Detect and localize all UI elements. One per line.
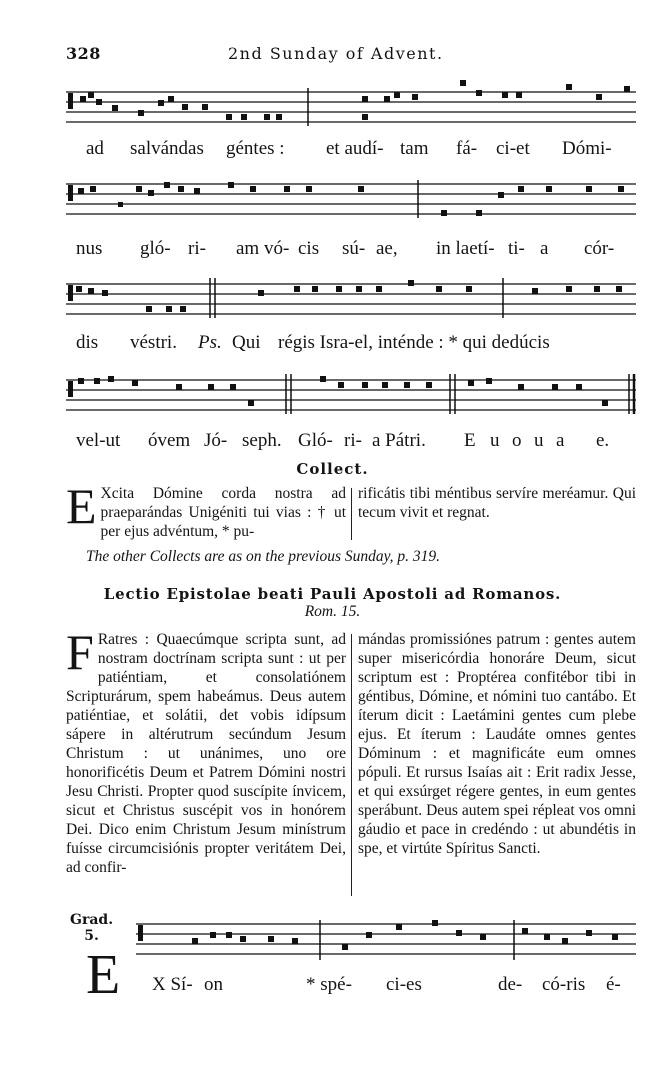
syllable: am vó- xyxy=(236,238,290,259)
gradual-title: Grad. xyxy=(70,912,114,928)
collect-left-text: Xcita Dómine corda nostra ad praeparándas Unigéniti tui vias : † ut per ejus advéntum, * pu- xyxy=(100,485,346,540)
syllable: in laetí- xyxy=(436,238,495,259)
syllable: Gló- xyxy=(298,430,333,451)
collect-dropcap: E xyxy=(66,478,97,534)
syllable: * spé- xyxy=(306,974,352,995)
syllable: véstri. xyxy=(130,332,177,353)
syllable: có-ris xyxy=(542,974,586,995)
collects-note: The other Collects are as on the previous Sunday, p. 319. xyxy=(86,548,441,565)
syllable: sú- xyxy=(342,238,366,259)
syllable: e. xyxy=(596,430,610,451)
syllable: et audí- xyxy=(326,138,384,159)
syllable: o xyxy=(512,430,522,451)
chant-staff-2 xyxy=(66,172,636,222)
syllable: cór- xyxy=(584,238,615,259)
collect-title: Collect. xyxy=(296,460,369,478)
syllable: Jó- xyxy=(204,430,228,451)
lectio-reference: Rom. 15. xyxy=(304,603,361,620)
syllable: fá- xyxy=(456,138,478,159)
syllable: ri- xyxy=(188,238,206,259)
syllable: ci-et xyxy=(496,138,530,159)
gradual-mode: 5. xyxy=(84,928,99,944)
gradual-staff xyxy=(136,914,636,964)
syllable: X Sí- xyxy=(152,974,193,995)
syllable: ae, xyxy=(376,238,398,259)
syllable: gló- xyxy=(140,238,171,259)
collect-right-text: rificátis tibi méntibus servíre meréamur. Qui tecum vivit et regnat. xyxy=(358,485,636,521)
syllable: é- xyxy=(606,974,621,995)
syllable: de- xyxy=(498,974,523,995)
lectio-left-text: Ratres : Quaecúmque scripta sunt, ad nostram doctrínam scripta sunt : ut per patiéntiam, et consolatiónem Scripturárum, spem habeámus. Deus autem patiéntiae, et solátii, det vobis idípsum sápere in altérutrum secúndum Jesum Christum : ut unánimes, uno ore honorificétis Deum et Patrem Dómini nostri Jesu Christi. Propter quod suscípite ínvicem, sicut et Christus suscépit vos in honórem Dei. Dico enim Christum Jesum minístrum fuísse circumcisiónis propter veritátem Dei, ad confir- xyxy=(66,631,346,876)
collect-text xyxy=(66,478,636,542)
gradual-dropcap: E xyxy=(86,944,121,1006)
syllable: Qui xyxy=(232,332,261,353)
collect-left-column xyxy=(66,478,346,541)
syllable: óvem xyxy=(148,430,191,451)
syllable: a Pátri. xyxy=(372,430,426,451)
syllable: Dómi- xyxy=(562,138,612,159)
lectio-dropcap: F xyxy=(66,624,94,680)
lectio-left-column xyxy=(66,624,346,877)
syllable: ci-es xyxy=(386,974,422,995)
syllable: dis xyxy=(76,332,99,353)
syllable: on xyxy=(204,974,223,995)
lectio-title: Lectio Epistolae beati Pauli Apostoli ad Romanos. xyxy=(103,585,562,603)
syllable: ri- xyxy=(344,430,362,451)
syllable: géntes : xyxy=(226,138,285,159)
syllable: régis Isra-el, inténde : * qui dedúcis xyxy=(278,332,550,353)
syllable: E xyxy=(464,430,476,451)
syllable: salvándas xyxy=(130,138,204,159)
syllable: ti- xyxy=(508,238,525,259)
syllable: a xyxy=(556,430,565,451)
page-number: 328 xyxy=(66,44,101,63)
column-divider xyxy=(351,634,352,896)
syllable: vel-ut xyxy=(76,430,121,451)
syllable: ad xyxy=(86,138,104,159)
column-divider xyxy=(351,488,352,540)
syllable: u xyxy=(490,430,500,451)
syllable: seph. xyxy=(242,430,282,451)
syllable: Ps. xyxy=(198,332,222,353)
syllable: cis xyxy=(298,238,320,259)
lectio-text xyxy=(66,624,636,900)
syllable: nus xyxy=(76,238,103,259)
syllable: tam xyxy=(400,138,429,159)
chant-staff-1 xyxy=(66,80,636,130)
gradual-label xyxy=(70,912,113,944)
running-title: 2nd Sunday of Advent. xyxy=(228,44,444,63)
syllable: a xyxy=(540,238,549,259)
lectio-right-text: mándas promissiónes patrum : gentes autem super misericórdia honoráre Deum, sicut scriptum est : Proptérea confitébor tibi in géntibus, Dómine, et nómini tuo cantábo. Et íterum dicit : Laetámini gentes cum plebe ejus. Et íterum : Laudáte omnes gentes Dóminum : et magnificáte eum omnes pópuli. Et rursus Isaías ait : Erit radix Jesse, et qui exsúrget régere gentes, in eum gentes sperábunt. Deus autem spei répleat vos omni gáudio et pace in credéndo : ut abundétis in spe, et virtúte Spíritus Sancti. xyxy=(358,631,636,857)
chant-staff-3 xyxy=(66,272,636,322)
syllable: u xyxy=(534,430,544,451)
chant-staff-4 xyxy=(66,368,636,418)
